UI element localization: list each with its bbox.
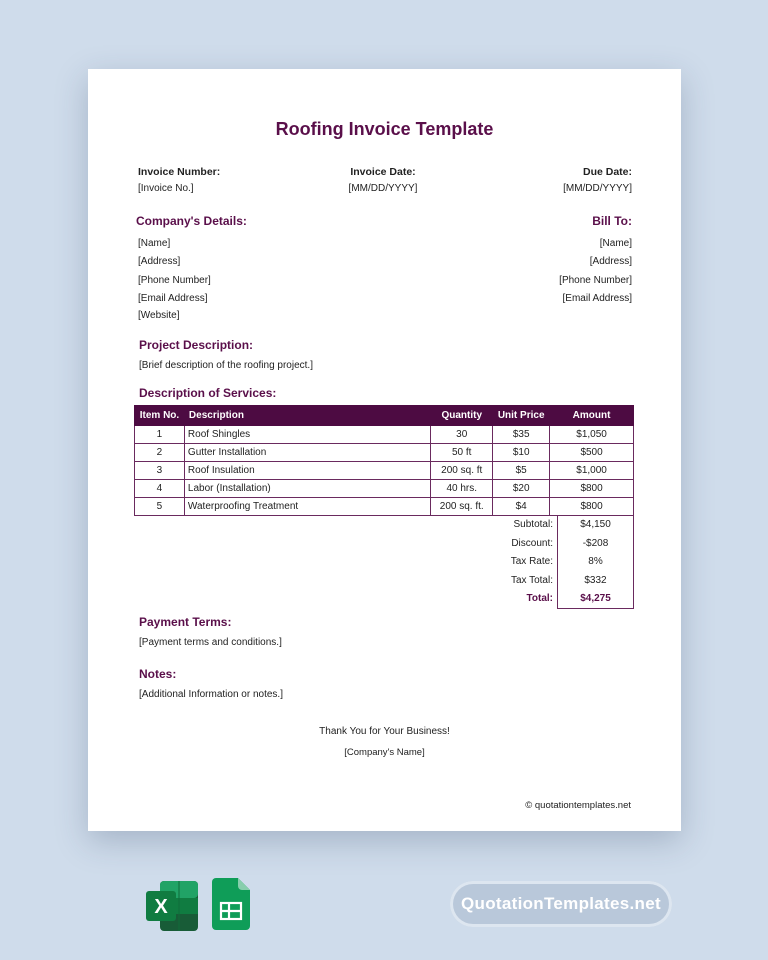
brand-badge[interactable]: QuotationTemplates.net (450, 881, 672, 927)
description-cell: Roof Shingles (184, 426, 430, 444)
quantity-cell: 200 sq. ft. (431, 498, 493, 516)
table-row (135, 444, 634, 462)
project-description-text: [Brief description of the roofing project.] (139, 360, 313, 371)
item-number-cell: 5 (135, 498, 185, 516)
services-table-header (135, 406, 634, 426)
table-row (135, 426, 634, 444)
invoice-date-value: [MM/DD/YYYY] (348, 183, 418, 194)
description-cell: Waterproofing Treatment (184, 498, 430, 516)
quantity-cell: 40 hrs. (431, 480, 493, 498)
total-label: Total: (526, 593, 553, 604)
item-number-cell: 2 (135, 444, 185, 462)
quantity-cell: 50 ft (431, 444, 493, 462)
quantity-cell: 200 sq. ft (431, 462, 493, 480)
quantity-cell: 30 (431, 426, 493, 444)
tax-rate-label: Tax Rate: (510, 556, 553, 567)
company-email-line: [Email Address] (138, 293, 208, 304)
invoice-number-value: [Invoice No.] (138, 183, 194, 194)
notes-text: [Additional Information or notes.] (139, 689, 283, 700)
amount-cell: $1,050 (550, 426, 634, 444)
bill-to-address-line: [Address] (589, 256, 632, 267)
invoice-title: Roofing Invoice Template (275, 119, 494, 139)
table-row (135, 498, 634, 516)
bill-to-name-line: [Name] (599, 238, 632, 249)
invoice-number-label: Invoice Number: (138, 166, 221, 178)
services-table (134, 405, 634, 516)
column-header-quantity: Quantity (431, 406, 493, 426)
project-description-heading: Project Description: (139, 338, 254, 352)
unit-price-cell: $35 (493, 426, 550, 444)
table-row (135, 480, 634, 498)
item-number-cell: 1 (135, 426, 185, 444)
company-website-line: [Website] (138, 310, 180, 321)
item-number-cell: 3 (135, 462, 185, 480)
services-heading: Description of Services: (139, 386, 277, 400)
bill-to-email-line: [Email Address] (562, 293, 632, 304)
column-header-item-no: Item No. (135, 406, 185, 426)
company-name-line: [Name] (138, 238, 171, 249)
table-row (135, 462, 634, 480)
amount-cell: $500 (550, 444, 634, 462)
copyright-text: © quotationtemplates.net (525, 800, 631, 811)
payment-terms-heading: Payment Terms: (139, 615, 232, 629)
discount-row (497, 535, 634, 554)
bill-to-phone-line: [Phone Number] (559, 275, 632, 286)
notes-heading: Notes: (139, 667, 177, 681)
company-details-heading: Company's Details: (136, 214, 247, 228)
google-sheets-icon[interactable] (212, 878, 250, 930)
tax-total-row (497, 572, 634, 591)
amount-cell: $800 (550, 498, 634, 516)
invoice-date-label: Invoice Date: (350, 166, 416, 178)
column-header-amount: Amount (550, 406, 634, 426)
unit-price-cell: $5 (493, 462, 550, 480)
column-header-unit-price: Unit Price (493, 406, 550, 426)
tax-rate-value: 8% (557, 553, 634, 572)
invoice-document (88, 69, 681, 831)
company-address-line: [Address] (138, 256, 181, 267)
bill-to-heading: Bill To: (592, 214, 632, 228)
tax-total-label: Tax Total: (510, 574, 553, 586)
discount-label: Discount: (511, 537, 553, 549)
tax-total-value: $332 (557, 572, 634, 591)
payment-terms-text: [Payment terms and conditions.] (139, 637, 282, 648)
due-date-value: [MM/DD/YYYY] (563, 183, 632, 194)
unit-price-cell: $4 (493, 498, 550, 516)
tax-rate-row (497, 553, 634, 572)
totals-block (497, 516, 634, 609)
unit-price-cell: $10 (493, 444, 550, 462)
description-cell: Labor (Installation) (184, 480, 430, 498)
amount-cell: $800 (550, 480, 634, 498)
subtotal-value: $4,150 (557, 516, 634, 535)
due-date-label: Due Date: (582, 166, 632, 178)
description-cell: Gutter Installation (184, 444, 430, 462)
total-value: $4,275 (557, 590, 634, 609)
unit-price-cell: $20 (493, 480, 550, 498)
description-cell: Roof Insulation (184, 462, 430, 480)
amount-cell: $1,000 (550, 462, 634, 480)
total-row (497, 590, 634, 609)
company-name-footer: [Company's Name] (344, 747, 425, 758)
excel-icon[interactable] (146, 881, 198, 931)
company-phone-line: [Phone Number] (138, 275, 211, 286)
discount-value: -$208 (557, 535, 634, 554)
svg-text:X: X (154, 896, 168, 918)
column-header-description: Description (184, 406, 430, 426)
subtotal-label: Subtotal: (513, 519, 553, 530)
thank-you-message: Thank You for Your Business! (319, 726, 450, 737)
subtotal-row (497, 516, 634, 535)
item-number-cell: 4 (135, 480, 185, 498)
